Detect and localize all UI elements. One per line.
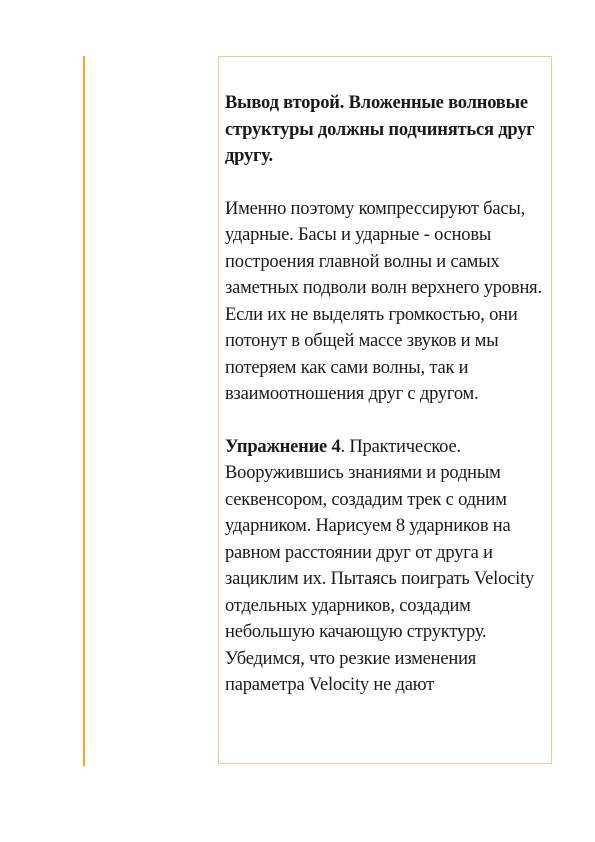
- exercise-title: Упражнение 4: [225, 436, 341, 457]
- conclusion-heading: Вывод второй. Вложенные волновые структуры должны подчиняться друг другу.: [225, 93, 535, 166]
- margin-rule: [83, 56, 85, 766]
- exercise-text: . Практическое. Вооружившись знаниями и родным секвенсором, создадим трек с одним ударником. Нарисуем 8 ударников на равном расстоянии друг от друга и зациклим их. Пытаясь поиграть Velocity отдельных ударников, создадим небольшую качающую структуру. Убедимся, что резкие изменения параметра Velocity не дают: [225, 436, 535, 695]
- exercise-paragraph: [225, 434, 547, 699]
- text-frame: [218, 56, 552, 764]
- explanation-paragraph: Именно поэтому компрессируют басы, ударные. Басы и ударные - основы построения главной волны и самых заметных подволи волн верхнего уровня. Если их не выделять громкостью, они потонут в общей массе звуков и мы потеряем как сами волны, так и взаимоотношения друг с другом.: [225, 198, 542, 404]
